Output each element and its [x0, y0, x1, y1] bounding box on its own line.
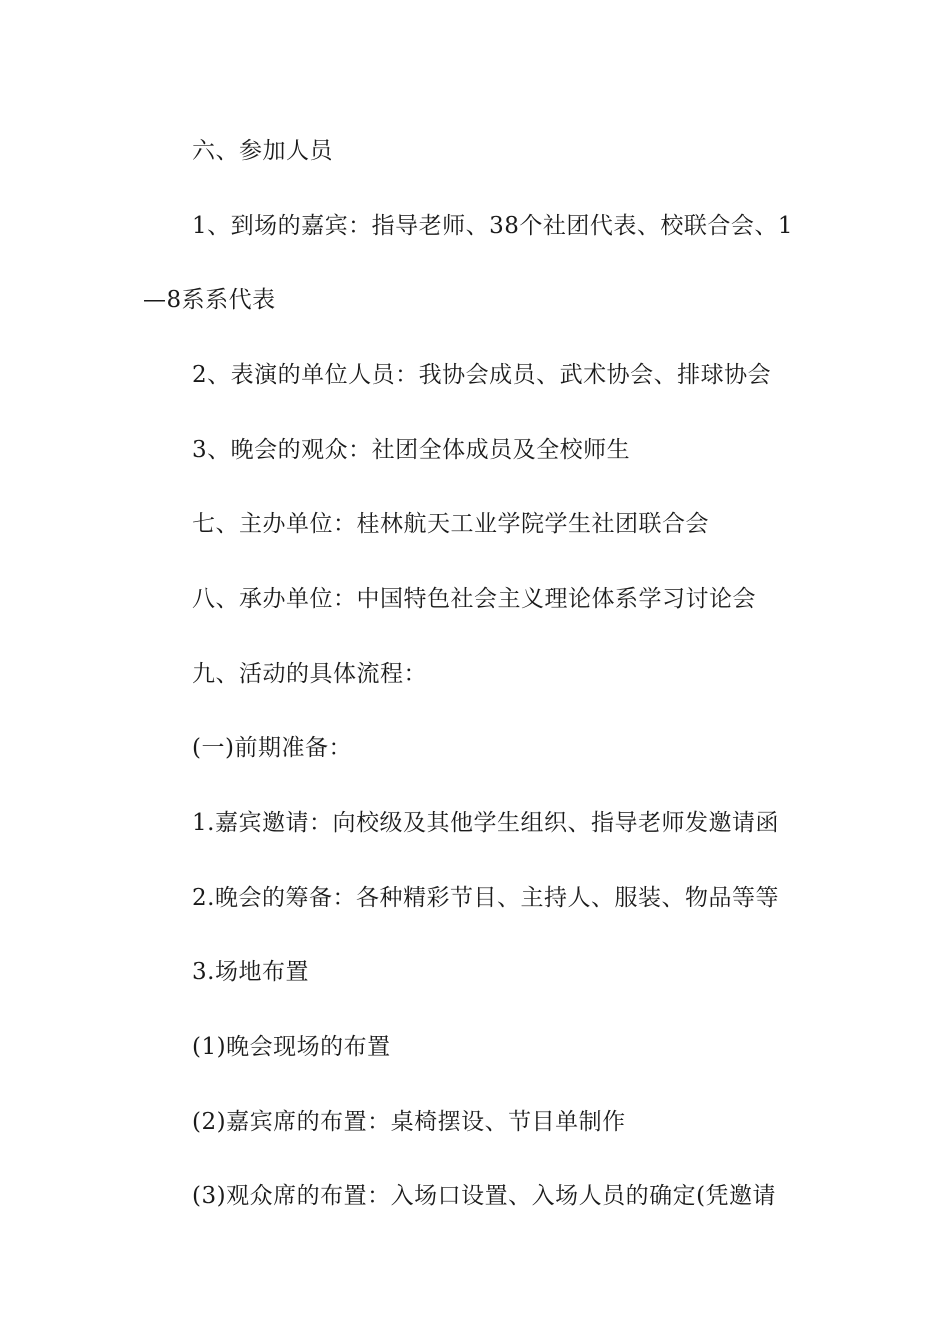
sub-item-guest-seating: (2)嘉宾席的布置：桌椅摆设、节目单制作: [192, 1109, 626, 1135]
list-item-venue: 3.场地布置: [192, 959, 309, 985]
paragraph-guests-continued: —8系系代表: [143, 287, 276, 313]
list-item-preparation: 2.晚会的筹备：各种精彩节目、主持人、服装、物品等等: [192, 885, 779, 911]
list-item-invitation: 1.嘉宾邀请：向校级及其他学生组织、指导老师发邀请函: [192, 810, 779, 836]
section-heading-process: 九、活动的具体流程：: [192, 661, 427, 687]
section-heading-organizer: 七、主办单位：桂林航天工业学院学生社团联合会: [192, 511, 709, 537]
paragraph-audience: 3、晚会的观众：社团全体成员及全校师生: [192, 437, 631, 463]
sub-item-venue-layout: (1)晚会现场的布置: [192, 1034, 391, 1060]
sub-item-audience-seating: (3)观众席的布置：入场口设置、入场人员的确定(凭邀请: [192, 1183, 777, 1209]
section-heading-participants: 六、参加人员: [192, 138, 333, 164]
subheading-preparation: (一)前期准备：: [192, 735, 352, 761]
paragraph-performers: 2、表演的单位人员：我协会成员、武术协会、排球协会: [192, 362, 772, 388]
section-heading-host: 八、承办单位：中国特色社会主义理论体系学习讨论会: [192, 586, 756, 612]
paragraph-guests: 1、到场的嘉宾：指导老师、38个社团代表、校联合会、1: [192, 213, 794, 239]
